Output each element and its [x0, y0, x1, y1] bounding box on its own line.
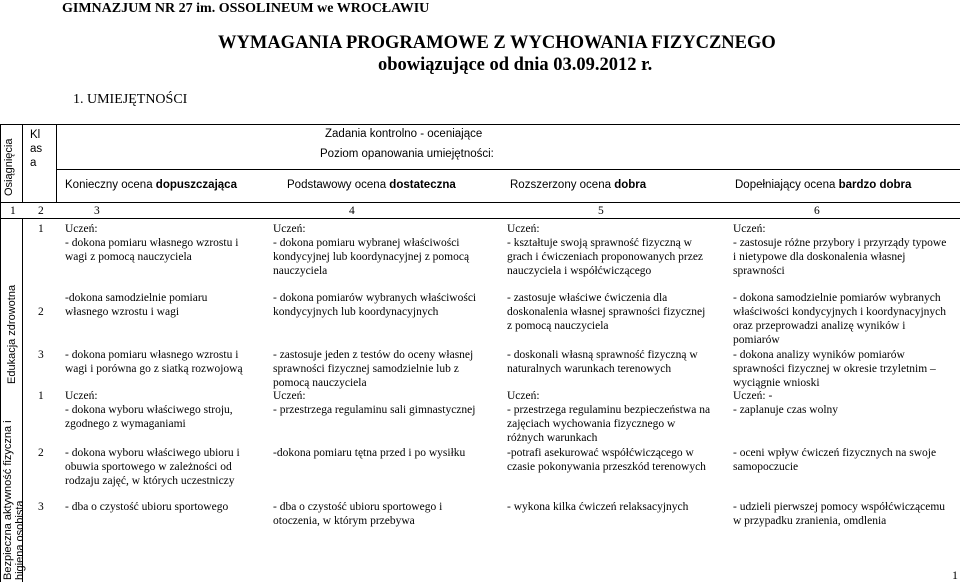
cell-line: różnych warunkach — [507, 432, 598, 444]
cell-line: samopoczucie — [733, 461, 799, 473]
table-cell — [507, 500, 727, 514]
cell-line: i nietypowe dla doskonalenia własnej — [733, 251, 906, 263]
table-cell — [273, 389, 498, 417]
zadania-header: Zadania kontrolno - oceniające — [325, 128, 483, 140]
table-cell — [507, 222, 727, 278]
cell-line: rodzaju zajęć, w których uczestniczy — [65, 475, 235, 487]
row-klasa: 3 — [38, 349, 44, 361]
page-number: 1 — [952, 568, 958, 582]
klasa-part: a — [30, 157, 37, 169]
cell-line: obuwia sportowego w zależności od — [65, 461, 232, 473]
document-title: WYMAGANIA PROGRAMOWE Z WYCHOWANIA FIZYCZNEGO — [218, 33, 776, 53]
table-cell — [65, 446, 265, 488]
klasa-part: Kl — [30, 129, 41, 141]
rule — [0, 124, 1, 582]
row-klasa: 3 — [38, 501, 44, 513]
cell-line: - zastosuje jeden z testów do oceny własnej — [273, 349, 474, 361]
cell-line: wagi i porówna go z siatką rozwojową — [65, 363, 243, 375]
cell-line: - udzieli pierwszej pomocy współćwiczącemu — [733, 501, 946, 513]
cell-line: nauczyciela — [273, 265, 328, 277]
cell-line: sprawności fizycznej samodzielnie lub z — [273, 363, 459, 375]
cell-line: własnego wzrostu i wagi — [65, 306, 180, 318]
level-grade: dopuszczająca — [155, 179, 237, 191]
table-cell — [507, 348, 727, 376]
cell-line: - zastosuje różne przybory i przyrządy typowe — [733, 237, 947, 249]
table-cell — [65, 291, 265, 319]
cell-line: Uczeń: — [507, 223, 540, 235]
cell-line: sprawności — [733, 265, 785, 277]
cell-line: wagi z pomocą nauczyciela — [65, 251, 192, 263]
table-cell — [273, 500, 498, 528]
table-cell — [733, 222, 959, 278]
cell-line: - zaplanuje czas wolny — [733, 404, 839, 416]
cell-line: -dokona pomiaru tętna przed i po wysiłku — [273, 447, 466, 459]
cell-line: sprawności fizycznej w okresie trzyletnim – — [733, 363, 936, 375]
cell-line: zajęciach wychowania fizycznego w — [507, 418, 676, 430]
table-cell — [733, 500, 959, 528]
cell-line: - przestrzega regulaminu bezpieczeństwa na — [507, 404, 711, 416]
document-subtitle: obowiązujące od dnia 03.09.2012 r. — [378, 55, 653, 75]
cell-line: wyciągnie wnioski — [733, 377, 820, 389]
cell-line: - oceni wpływ ćwiczeń fizycznych na swoje — [733, 447, 937, 459]
cell-line: kondycyjnej lub koordynacyjnej z pomocą — [273, 251, 470, 263]
section-heading: 1. UMIEJĘTNOŚCI — [73, 92, 188, 107]
table-cell — [733, 348, 959, 390]
level-label: Konieczny ocena — [65, 179, 156, 191]
cell-line: czasie pokonywania przeszkód terenowych — [507, 461, 706, 473]
cell-line: - dokona pomiarów wybranych właściwości — [273, 292, 477, 304]
poziom-header: Poziom opanowania umiejętności: — [320, 148, 494, 160]
level-grade: dobra — [614, 179, 647, 191]
cell-line: zgodnego z wymaganiami — [65, 418, 186, 430]
rule — [56, 124, 57, 202]
cell-line: grach i ćwiczeniach proponowanych przez — [507, 251, 704, 263]
row-klasa: 2 — [38, 447, 44, 459]
level-label: Dopełniający ocena — [735, 179, 839, 191]
column-number: 6 — [814, 205, 820, 217]
cell-line: - dokona analizy wyników pomiarów — [733, 349, 905, 361]
row-klasa: 2 — [38, 306, 44, 318]
rule — [0, 202, 960, 203]
table-cell — [507, 291, 727, 333]
cell-line: pomocą nauczyciela — [273, 377, 367, 389]
table-cell — [65, 222, 265, 264]
table-cell — [65, 389, 265, 431]
level-grade: dostateczna — [389, 179, 456, 191]
table-cell — [273, 291, 498, 319]
column-number: 1 — [10, 205, 16, 217]
level-dopelniajacy — [735, 179, 911, 191]
side-label-edukacja: Edukacja zdrowotna — [6, 284, 18, 384]
cell-line: -potrafi asekurować współćwiczącego w — [507, 447, 694, 459]
cell-line: - dba o czystość ubioru sportowego — [65, 501, 229, 513]
table-cell — [273, 348, 498, 390]
cell-line: - zastosuje właściwe ćwiczenia dla — [507, 292, 668, 304]
cell-line: właściwości kondycyjnych i koordynacyjnych — [733, 306, 947, 318]
cell-line: kondycyjnych lub koordynacyjnych — [273, 306, 439, 318]
column-number: 3 — [94, 205, 100, 217]
cell-line: w przypadku zranienia, omdlenia — [733, 515, 887, 527]
table-cell — [65, 500, 265, 514]
column-number: 2 — [38, 205, 44, 217]
cell-line: Uczeń: — [507, 390, 540, 402]
cell-line: oraz przeprowadzi analizę wyników i — [733, 320, 906, 332]
cell-line: - dba o czystość ubioru sportowego i — [273, 501, 443, 513]
column-number: 4 — [349, 205, 355, 217]
level-label: Podstawowy ocena — [287, 179, 390, 191]
cell-line: - dokona pomiaru wybranej właściwości — [273, 237, 460, 249]
side-label-osiagniecia: Osiągnięcia — [3, 138, 15, 196]
cell-line: -dokona samodzielnie pomiaru — [65, 292, 208, 304]
table-cell — [733, 446, 959, 474]
klasa-header — [30, 128, 42, 170]
table-cell — [507, 389, 727, 445]
cell-line: - przestrzega regulaminu sali gimnastycznej — [273, 404, 476, 416]
cell-line: Uczeń: — [733, 223, 766, 235]
rule — [56, 169, 960, 170]
rule — [0, 124, 960, 125]
cell-line: doskonalenia własnej sprawności fizycznej — [507, 306, 706, 318]
cell-line: z pomocą nauczyciela — [507, 320, 609, 332]
level-label: Rozszerzony ocena — [510, 179, 615, 191]
row-klasa: 1 — [38, 223, 44, 235]
klasa-part: as — [30, 143, 43, 155]
level-grade: bardzo dobra — [838, 179, 912, 191]
cell-line: - dokona wyboru właściwego stroju, — [65, 404, 233, 416]
cell-line: - doskonali własną sprawność fizyczną w — [507, 349, 698, 361]
cell-line: - dokona wyboru właściwego ubioru i — [65, 447, 240, 459]
side-label-bezpieczna: Bezpieczna aktywność fizyczna i higiena osobista — [2, 420, 26, 580]
table-cell — [273, 446, 498, 460]
cell-line: naturalnych warunkach terenowych — [507, 363, 672, 375]
cell-line: Uczeń: — [65, 223, 98, 235]
level-rozszerzony — [510, 179, 646, 191]
cell-line: nauczyciela i współćwiczącego — [507, 265, 652, 277]
rule — [0, 218, 960, 219]
school-name: GIMNAZJUM NR 27 im. OSSOLINEUM we WROCŁAWIU — [62, 1, 430, 16]
table-cell — [65, 348, 265, 376]
cell-line: - wykona kilka ćwiczeń relaksacyjnych — [507, 501, 689, 513]
cell-line: - kształtuje swoją sprawność fizyczną w — [507, 237, 692, 249]
table-cell — [273, 222, 498, 278]
level-konieczny — [65, 179, 237, 191]
cell-line: Uczeń: — [273, 390, 306, 402]
cell-line: - dokona pomiaru własnego wzrostu i — [65, 237, 239, 249]
cell-line: Uczeń: — [273, 223, 306, 235]
cell-line: - dokona samodzielnie pomiarów wybranych — [733, 292, 941, 304]
rule — [22, 124, 23, 202]
row-klasa: 1 — [38, 390, 44, 402]
table-cell — [507, 446, 727, 474]
table-cell — [733, 389, 959, 417]
cell-line: - dokona pomiaru własnego wzrostu i — [65, 349, 239, 361]
cell-line: Uczeń: — [65, 390, 98, 402]
column-number: 5 — [598, 205, 604, 217]
cell-line: pomiarów — [733, 334, 780, 346]
level-podstawowy — [287, 179, 456, 191]
cell-line: Uczeń: - — [733, 390, 773, 402]
cell-line: otoczenia, w którym przebywa — [273, 515, 415, 527]
table-cell — [733, 291, 959, 347]
